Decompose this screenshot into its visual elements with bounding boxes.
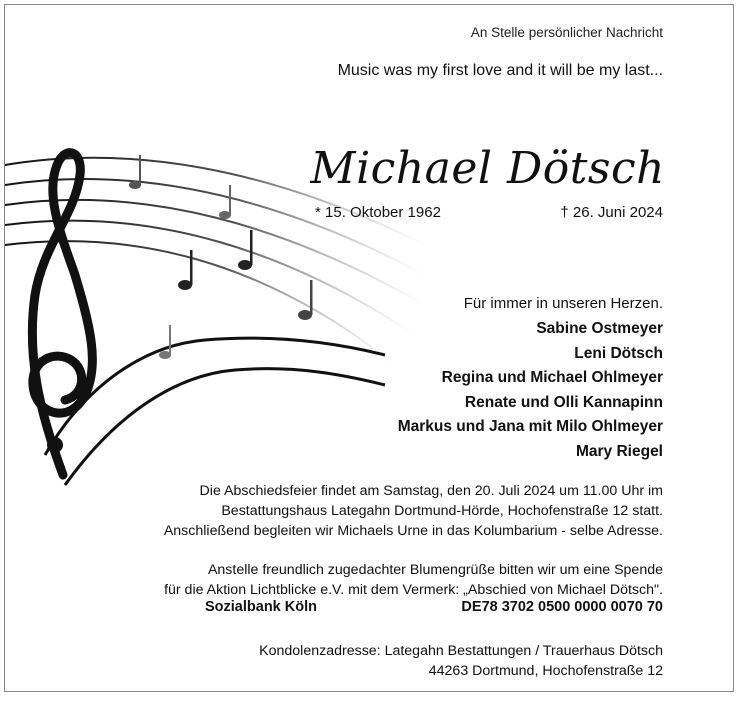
condolence-line: Kondolenzadresse: Lategahn Bestattungen / Trauerhaus Dötsch [259,643,663,659]
death-date: † 26. Juni 2024 [560,204,663,221]
ceremony-info [164,481,663,541]
donation-line: für die Aktion Lichtblicke e.V. mit dem Vermerk: „Abschied von Michael Dötsch". [164,582,663,598]
bank-iban: DE78 3702 0500 0000 0070 70 [461,599,663,615]
ceremony-line: Anschließend begleiten wir Michaels Urne in das Kolumbarium - selbe Adresse. [163,523,663,539]
obituary-card [4,4,734,692]
donation-info [164,560,663,600]
mourner-name: Renate und Olli Kannapinn [464,393,663,411]
mourner-name: Sabine Ostmeyer [536,320,663,337]
donation-line: Anstelle freundlich zugedachter Blumengrüße bitten wir um eine Spende [207,562,663,578]
mourners-list [398,317,663,464]
mourner-name: Markus und Jana mit Milo Ohlmeyer [397,418,663,435]
ceremony-line: Bestattungshaus Lategahn Dortmund-Hörde, Hochofenstraße 12 statt. [221,503,663,519]
condolence-address [259,641,663,681]
mourner-name: Mary Riegel [575,442,663,460]
motto-quote: Music was my first love and it will be my last... [337,62,663,79]
header-note: An Stelle persönlicher Nachricht [470,25,663,40]
family-intro: Für immer in unseren Herzen. [463,295,663,312]
condolence-line: 44263 Dortmund, Hochofenstraße 12 [428,663,663,679]
mourner-name: Regina und Michael Ohlmeyer [441,369,663,386]
mourner-name: Leni Dötsch [574,344,663,362]
birth-date: * 15. Oktober 1962 [315,204,441,221]
bank-name: Sozialbank Köln [205,599,317,615]
ceremony-line: Die Abschiedsfeier findet am Samstag, den 20. Juli 2024 um 11.00 Uhr im [199,483,663,499]
deceased-name: Michael Dötsch [310,143,665,194]
